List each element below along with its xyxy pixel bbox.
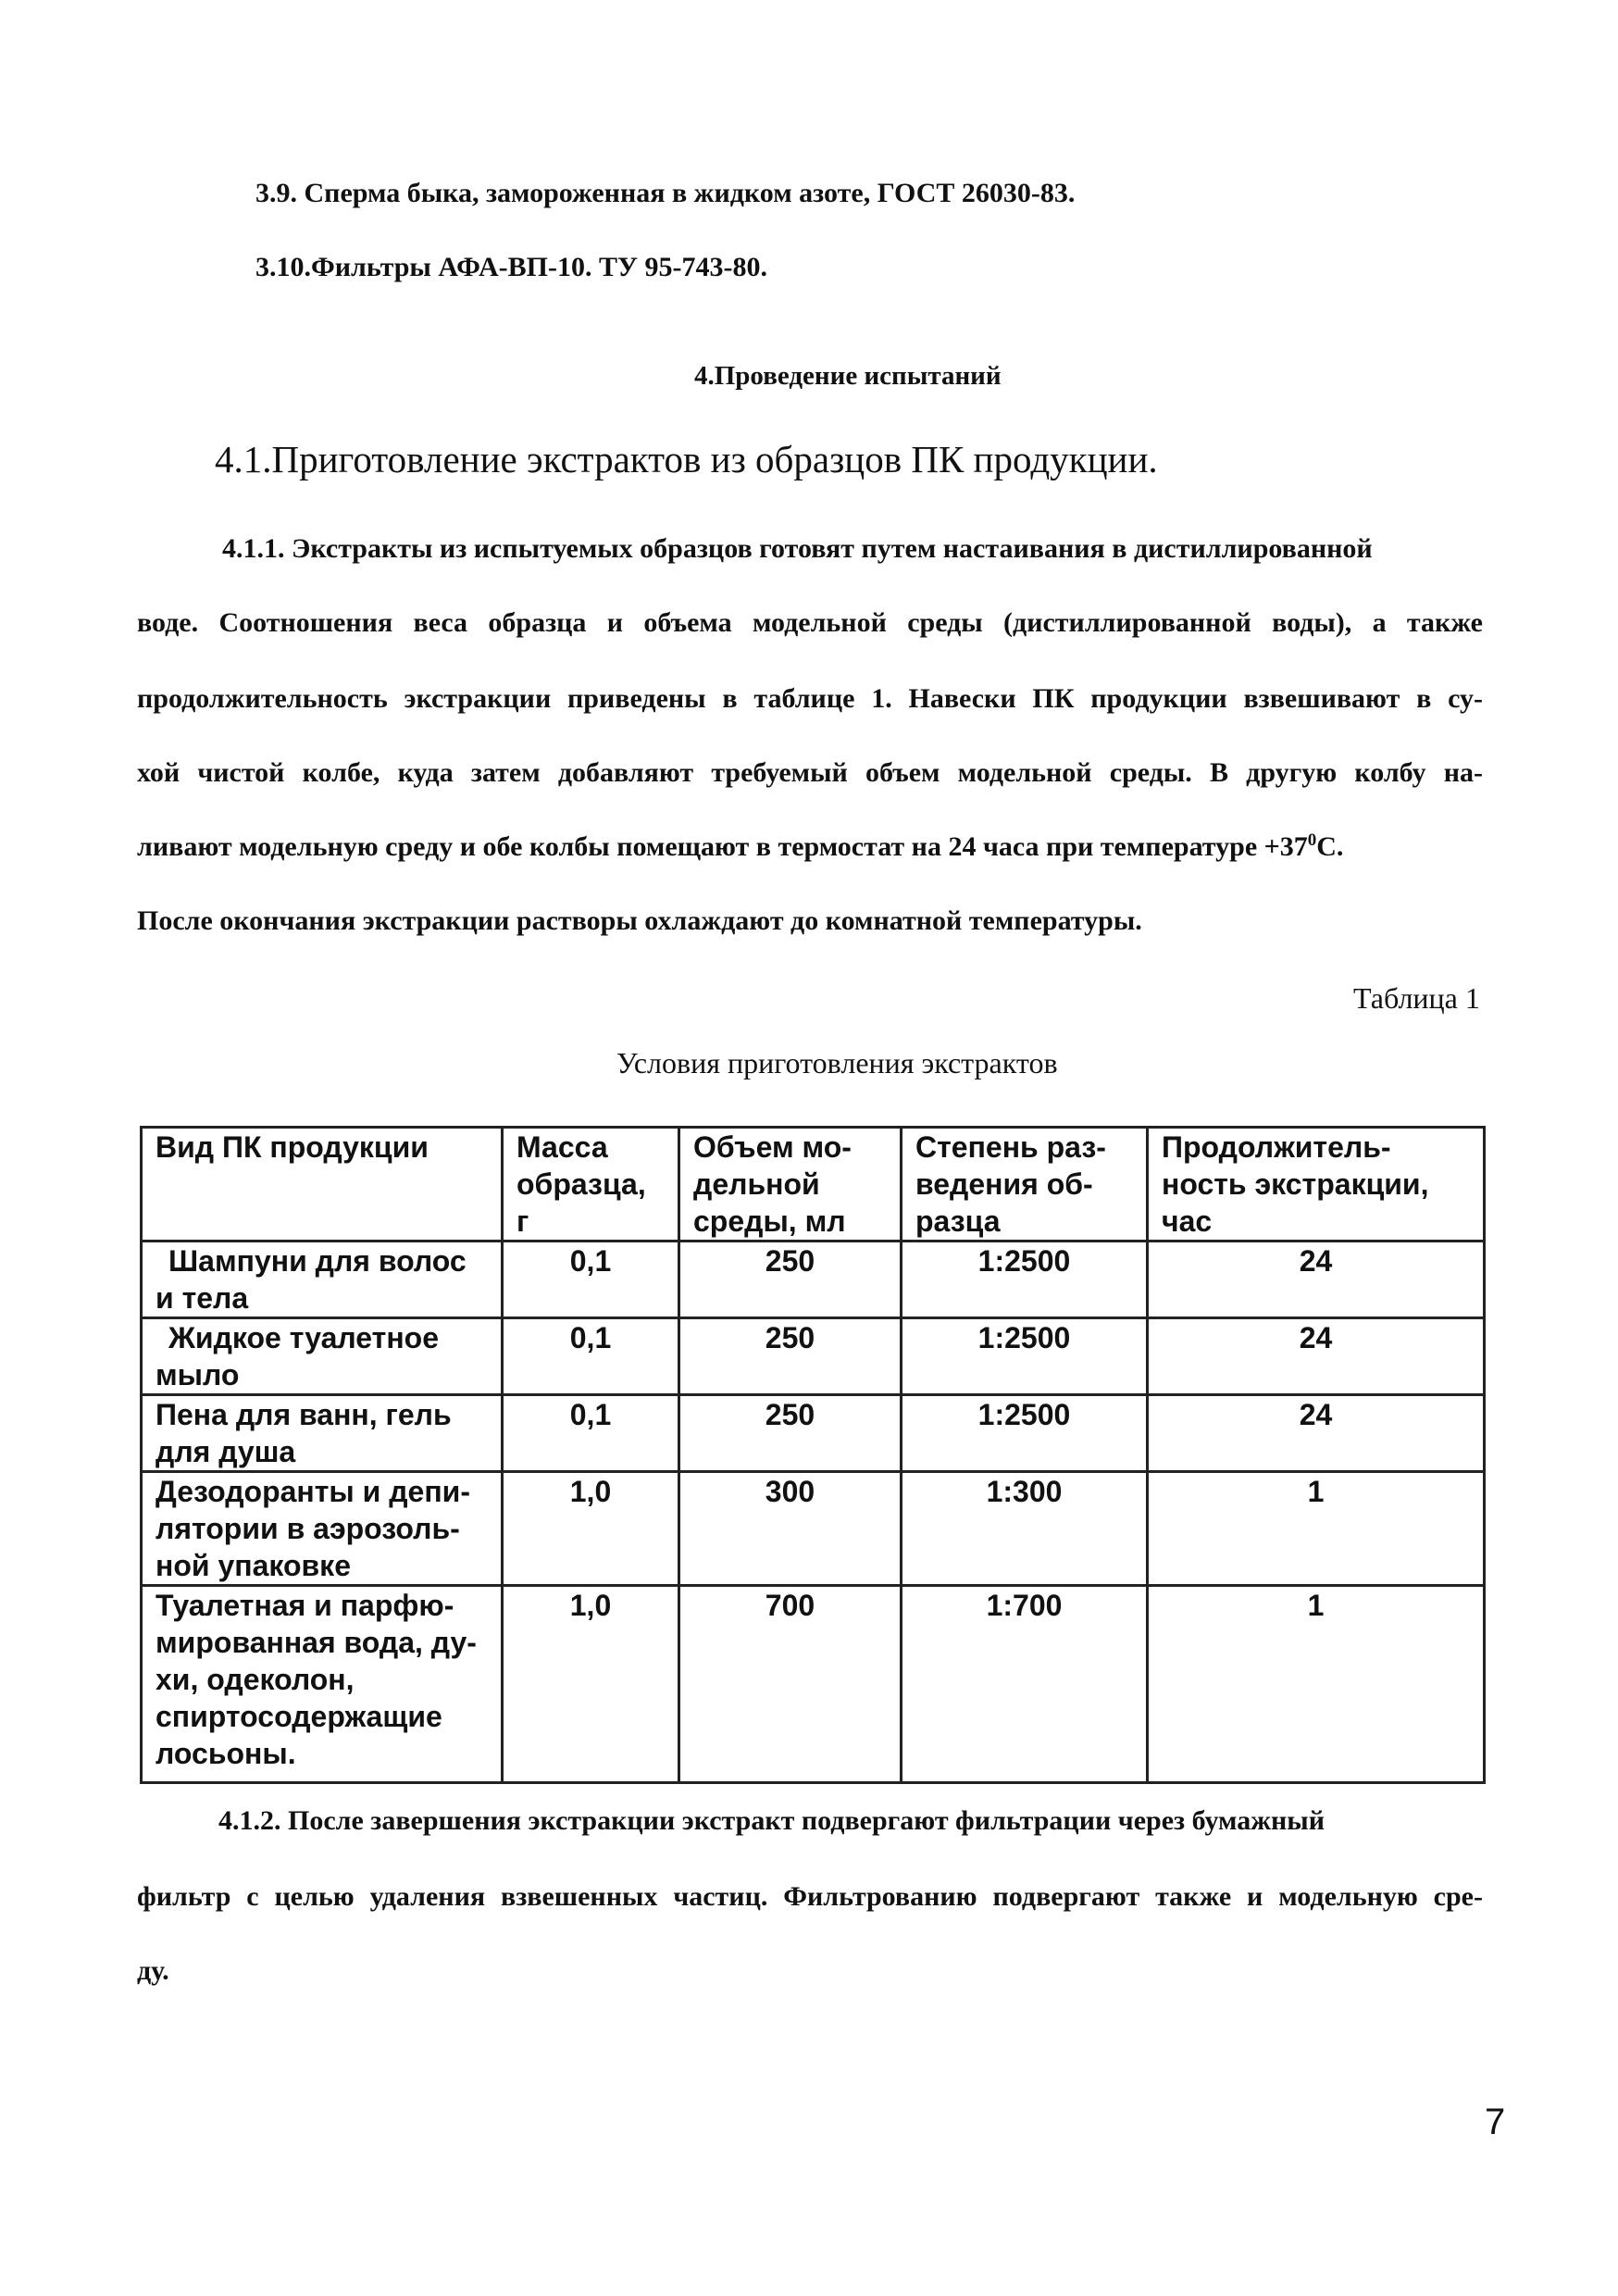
item-3-10: 3.10.Фильтры АФА-ВП-10. ТУ 95-743-80. <box>255 252 767 282</box>
para-4-1-2-line-3: ду. <box>137 1955 169 1986</box>
cell-product: Пена для ванн, гель для душа <box>142 1395 503 1472</box>
header-volume: Объем мо- дельной среды, мл <box>679 1128 902 1242</box>
cell-product: Жидкое туалетное мыло <box>142 1318 503 1395</box>
para-4-1-1-line-3: продолжительность экстракции приведены в таблице 1. Навески ПК продукции взвешивают в су- <box>137 683 1483 714</box>
header-product: Вид ПК продукции <box>142 1128 503 1242</box>
para-4-1-1-line-2: воде. Соотношения веса образца и объема модельной среды (дистиллированной воды), а также <box>137 607 1483 638</box>
page-number: 7 <box>1485 2102 1506 2142</box>
degree-sup: 0 <box>1307 830 1317 850</box>
cell-product: Дезодоранты и депи- лятории в аэрозоль- ной упаковке <box>142 1472 503 1586</box>
extraction-table <box>140 1126 1486 1784</box>
cell-mass: 0,1 <box>503 1395 679 1472</box>
cell-dilution: 1:2500 <box>902 1318 1148 1395</box>
cell-mass: 0,1 <box>503 1318 679 1395</box>
table-row <box>142 1242 1485 1318</box>
line-5-text: ливают модельную среду и обе колбы помещают в термостат на 24 часа при температуре +37 <box>137 831 1308 862</box>
section-title: 4.Проведение испытаний <box>694 361 1002 391</box>
header-mass: Масса образца, г <box>503 1128 679 1242</box>
cell-volume: 250 <box>679 1395 902 1472</box>
para-4-1-1-line-6: После окончания экстракции растворы охлаждают до комнатной температуры. <box>137 905 1142 936</box>
cell-duration: 1 <box>1148 1586 1485 1783</box>
cell-volume: 250 <box>679 1242 902 1318</box>
cell-duration: 24 <box>1148 1395 1485 1472</box>
cell-mass: 1,0 <box>503 1586 679 1783</box>
cell-dilution: 1:700 <box>902 1586 1148 1783</box>
cell-duration: 24 <box>1148 1242 1485 1318</box>
para-4-1-1-line-4: хой чистой колбе, куда затем добавляют требуемый объем модельной среды. В другую колбу на- <box>137 757 1483 788</box>
cell-dilution: 1:2500 <box>902 1242 1148 1318</box>
header-dilution: Степень раз- ведения об- разца <box>902 1128 1148 1242</box>
para-4-1-2-line-1: 4.1.2. После завершения экстракции экстракт подвергают фильтрации через бумажный <box>218 1805 1326 1836</box>
table-row <box>142 1586 1485 1783</box>
para-4-1-2-line-2: фильтр с целью удаления взвешенных частиц. Фильтрованию подвергают также и модельную сре- <box>137 1881 1483 1912</box>
cell-duration: 1 <box>1148 1472 1485 1586</box>
line-5-unit: С. <box>1316 831 1344 862</box>
cell-mass: 0,1 <box>503 1242 679 1318</box>
cell-duration: 24 <box>1148 1318 1485 1395</box>
cell-dilution: 1:2500 <box>902 1395 1148 1472</box>
cell-product: Шампуни для волос и тела <box>142 1242 503 1318</box>
cell-volume: 250 <box>679 1318 902 1395</box>
cell-mass: 1,0 <box>503 1472 679 1586</box>
cell-volume: 700 <box>679 1586 902 1783</box>
item-3-9: 3.9. Сперма быка, замороженная в жидком азоте, ГОСТ 26030-83. <box>255 178 1076 208</box>
table-header-row <box>142 1128 1485 1242</box>
table-caption: Условия приготовления экстрактов <box>616 1046 1058 1079</box>
para-4-1-1-line-5 <box>137 831 1483 863</box>
table-row <box>142 1395 1485 1472</box>
para-4-1-1-line-1: 4.1.1. Экстракты из испытуемых образцов готовят путем настаивания в дистиллированной <box>222 533 1373 564</box>
cell-product: Туалетная и парфю- мированная вода, ду- хи, одеколон, спиртосодержащие лосьоны. <box>142 1586 503 1783</box>
cell-volume: 300 <box>679 1472 902 1586</box>
subsection-title: 4.1.Приготовление экстрактов из образцов ПК продукции. <box>215 438 1158 480</box>
header-duration: Продолжитель- ность экстракции, час <box>1148 1128 1485 1242</box>
cell-dilution: 1:300 <box>902 1472 1148 1586</box>
table-row <box>142 1472 1485 1586</box>
table-row <box>142 1318 1485 1395</box>
table-number: Таблица 1 <box>1353 981 1480 1015</box>
